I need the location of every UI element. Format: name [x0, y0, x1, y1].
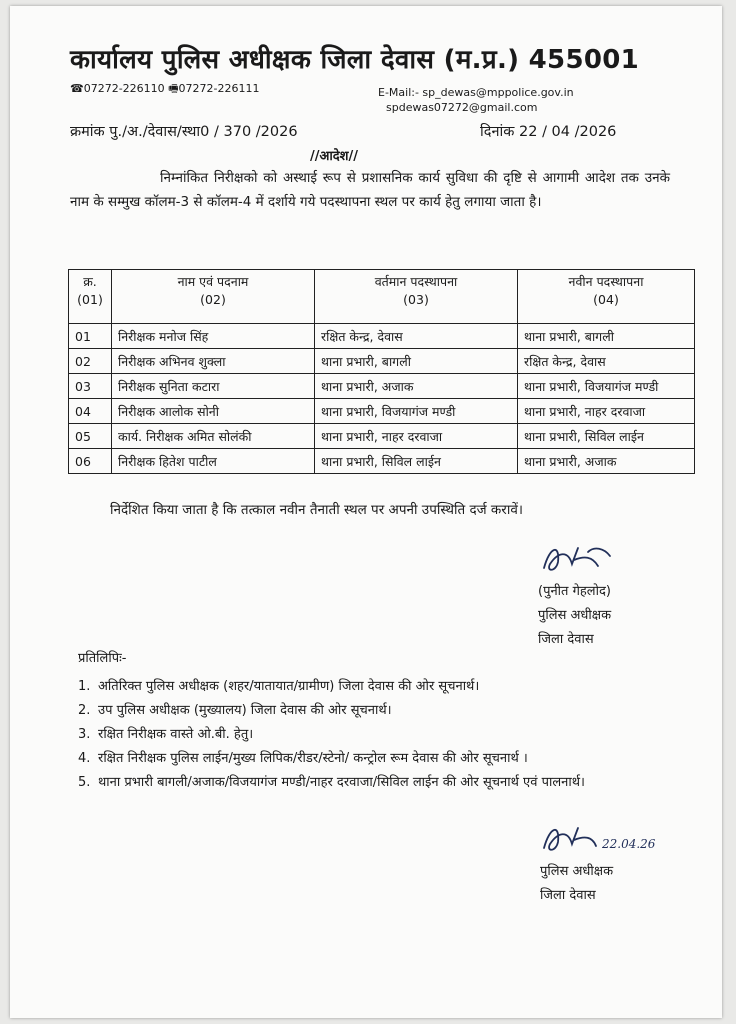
table-cell: कार्य. निरीक्षक अमित सोलंकी — [112, 424, 315, 449]
table-row — [69, 374, 695, 399]
signatory-district: जिला देवास — [540, 888, 596, 903]
table-row — [69, 324, 695, 349]
table-cell: निरीक्षक सुनिता कटारा — [112, 374, 315, 399]
email-primary: E-Mail:- sp_dewas@mppolice.gov.in — [378, 86, 574, 99]
table-header-row — [69, 270, 695, 324]
table-cell: 04 — [69, 399, 112, 424]
list-item: 4. रक्षित निरीक्षक पुलिस लाईन/मुख्य लिपिक/रीडर/स्टेनो/ कन्ट्रोल रूम देवास की ओर सूचनार्थ । — [78, 751, 528, 766]
order-date: दिनांक 22 / 04 /2026 — [480, 124, 617, 140]
signatory-district: जिला देवास — [538, 632, 594, 647]
table-cell: रक्षित केन्द्र, देवास — [315, 324, 518, 349]
table-cell: थाना प्रभारी, अजाक — [518, 449, 695, 474]
table-cell: निरीक्षक मनोज सिंह — [112, 324, 315, 349]
table-cell: निरीक्षक अभिनव शुक्ला — [112, 349, 315, 374]
table-cell: थाना प्रभारी, नाहर दरवाजा — [315, 424, 518, 449]
fax-number: 07272-226111 — [178, 82, 260, 95]
transfer-table — [68, 269, 695, 474]
signatory-block-copy — [540, 860, 613, 908]
table-cell: 03 — [69, 374, 112, 399]
table-cell: थाना प्रभारी, विजयागंज मण्डी — [518, 374, 695, 399]
directive-paragraph: निर्देशित किया जाता है कि तत्काल नवीन तैनाती स्थल पर अपनी उपस्थिति दर्ज करावें। — [110, 502, 523, 518]
table-row — [69, 399, 695, 424]
table-row — [69, 424, 695, 449]
phone-number: 07272-226110 — [83, 82, 165, 95]
phone-icon: ☎ — [70, 82, 84, 95]
table-cell: 02 — [69, 349, 112, 374]
document-page — [10, 6, 722, 1018]
copies-list — [78, 676, 678, 796]
table-cell: 01 — [69, 324, 112, 349]
signature-image — [538, 538, 618, 578]
table-cell: 06 — [69, 449, 112, 474]
table-cell: थाना प्रभारी, अजाक — [315, 374, 518, 399]
email-secondary: spdewas07272@gmail.com — [386, 101, 538, 114]
order-heading: //आदेश// — [310, 149, 359, 164]
signatory-designation: पुलिस अधीक्षक — [538, 608, 612, 623]
table-cell: थाना प्रभारी, सिविल लाईन — [315, 449, 518, 474]
fax-icon: 🖷 — [168, 82, 179, 95]
reference-number: क्रमांक पु./अ./देवास/स्था0 / 370 /2026 — [70, 124, 298, 140]
table-cell: थाना प्रभारी, बागली — [315, 349, 518, 374]
table-cell: 05 — [69, 424, 112, 449]
table-cell: निरीक्षक हितेश पाटील — [112, 449, 315, 474]
signature-image — [540, 818, 670, 858]
copies-heading: प्रतिलिपिः- — [78, 651, 127, 666]
column-header: क्र. (01) — [69, 270, 112, 324]
table-cell: थाना प्रभारी, विजयागंज मण्डी — [315, 399, 518, 424]
signatory-name: (पुनीत गेहलोद) — [538, 584, 611, 599]
signatory-designation: पुलिस अधीक्षक — [540, 864, 614, 879]
table-cell: थाना प्रभारी, सिविल लाईन — [518, 424, 695, 449]
list-item: 5. थाना प्रभारी बागली/अजाक/विजयागंज मण्डी/नाहर दरवाजा/सिविल लाईन की ओर सूचनार्थ एवं पालनार्थ। — [78, 775, 585, 790]
table-cell: थाना प्रभारी, नाहर दरवाजा — [518, 399, 695, 424]
column-header: नाम एवं पदनाम (02) — [112, 270, 315, 324]
list-item: 2. उप पुलिस अधीक्षक (मुख्यालय) जिला देवास की ओर सूचनार्थ। — [78, 703, 392, 718]
column-header: नवीन पदस्थापना (04) — [518, 270, 695, 324]
list-item: 1. अतिरिक्त पुलिस अधीक्षक (शहर/यातायात/ग्रामीण) जिला देवास की ओर सूचनार्थ। — [78, 679, 480, 694]
contact-phones — [70, 80, 260, 99]
order-paragraph: निम्नांकित निरीक्षको को अस्थाई रूप से प्रशासनिक कार्य सुविधा की दृष्टि से आगामी आदेश तक उनके नाम के सम्मुख कॉलम-3 से कॉलम-4 में दर्शाये गये पदस्थापना स्थल पर कार्य हेतु लगाया जाता है। — [70, 170, 670, 210]
table-cell: रक्षित केन्द्र, देवास — [518, 349, 695, 374]
table-cell: थाना प्रभारी, बागली — [518, 324, 695, 349]
office-title: कार्यालय पुलिस अधीक्षक जिला देवास (म.प्र.) 455001 — [70, 45, 640, 75]
handwritten-date: 22.04.26 — [602, 837, 656, 851]
signatory-block — [538, 580, 611, 652]
table-row — [69, 449, 695, 474]
table-row — [69, 349, 695, 374]
column-header: वर्तमान पदस्थापना (03) — [315, 270, 518, 324]
list-item: 3. रक्षित निरीक्षक वास्ते ओ.बी. हेतु। — [78, 727, 254, 742]
table-cell: निरीक्षक आलोक सोनी — [112, 399, 315, 424]
